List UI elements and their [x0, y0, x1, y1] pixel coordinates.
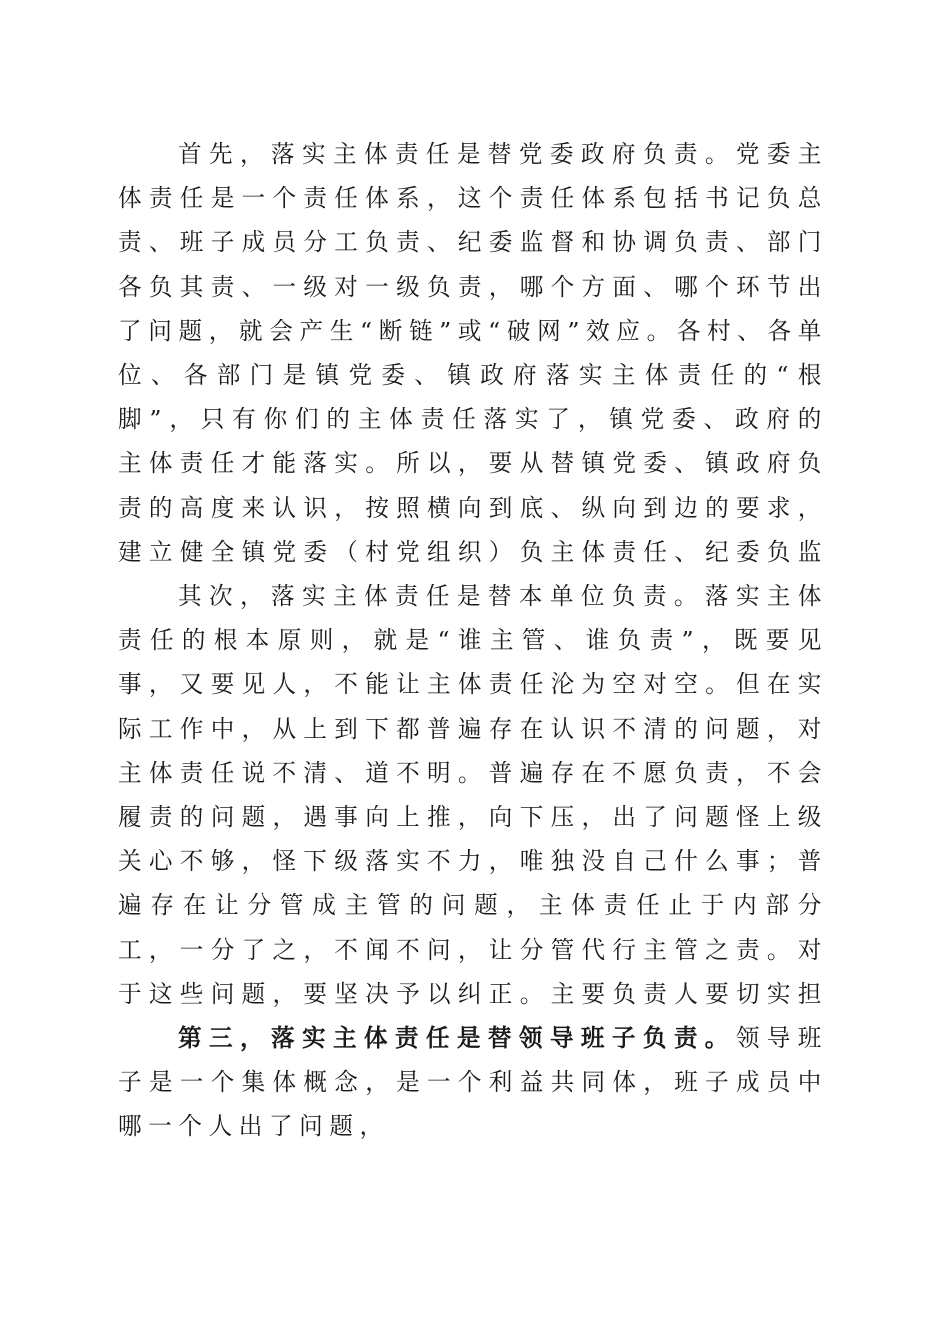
- paragraph-text: 首先，落实主体责任是替党委政府负责。党委主体责任是一个责任体系，这个责任体系包括书记负总责、班子成员分工负责、纪委监督和协调负责、部门各负其责、一级对一级负责，哪个方面、哪个环节出了问题，就会产生“断链”或“破网”效应。各村、各单位、各部门是镇党委、镇政府落实主体责任的“根脚”，只有你们的主体责任落实了，镇党委、政府的主体责任才能落实。所以，要从替镇党委、镇政府负责的高度来认识，按照横向到底、纵向到边的要求，建立健全镇党委（村党组织）负主体责任、纪委负监: [118, 140, 828, 566]
- paragraph-second: [118, 574, 828, 1016]
- paragraph-third: [118, 1016, 828, 1148]
- paragraph-first: [118, 132, 828, 574]
- paragraph-text: 领导班子是一个集体概念，是一个利益共同体，班子成员中哪一个人出了问题，: [118, 1024, 828, 1141]
- paragraph-lead-heading: 第三，落实主体责任是替领导班子负责。: [178, 1024, 736, 1052]
- paragraph-text: 其次，落实主体责任是替本单位负责。落实主体责任的根本原则，就是“谁主管、谁负责”，既要见事，又要见人，不能让主体责任沦为空对空。但在实际工作中，从上到下都普遍存在认识不清的问题，对主体责任说不清、道不明。普遍存在不愿负责，不会履责的问题，遇事向上推，向下压，出了问题怪上级关心不够，怪下级落实不力，唯独没自己什么事；普遍存在让分管成主管的问题，主体责任止于内部分工，一分了之，不闻不问，让分管代行主管之责。对于这些问题，要坚决予以纠正。主要负责人要切实担: [118, 582, 828, 1008]
- document-body: [118, 132, 828, 1148]
